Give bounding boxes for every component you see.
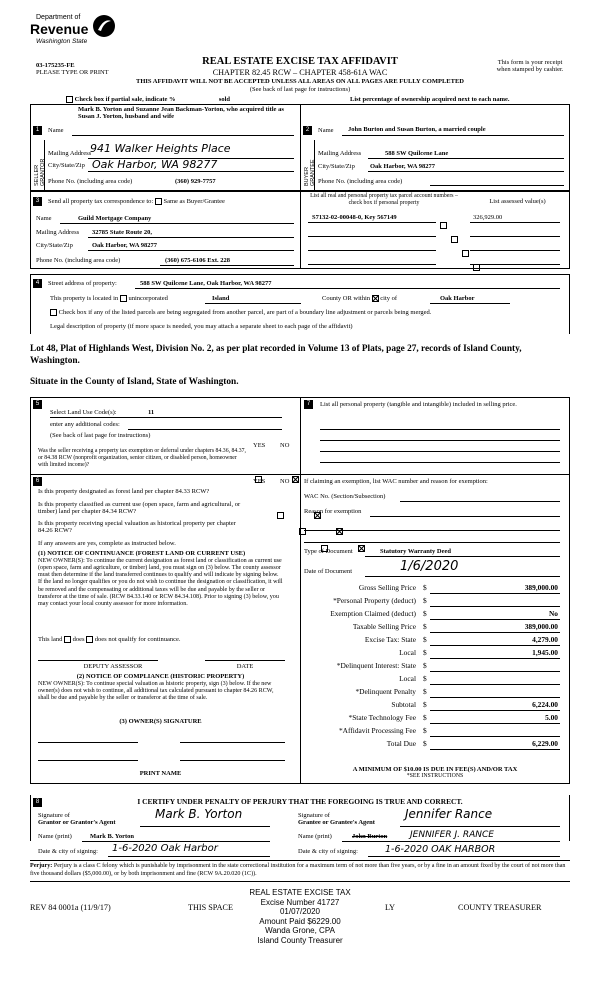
grantor-signature: Mark B. Yorton [155,807,243,821]
please-type: PLEASE TYPE OR PRINT [36,69,109,76]
tax-row-line [430,697,560,698]
land-use-code: 11 [148,409,155,416]
owner-signature-label: (3) OWNER(S) SIGNATURE [119,718,202,725]
doc-type-label: Type of Document [304,548,353,555]
located-label: This property is located in [50,295,119,302]
seller-name-label: Name [48,127,64,134]
exemption-question: Was the seller receiving a property tax exemption or deferral under chapters 84.36, 84.37, or 84.38 RCW (nonprofit organization, senior citizen, or disabled person, homeowner with limited income)? [38,448,246,468]
historic-no-checkbox[interactable] [358,545,365,552]
buyer-city: Oak Harbor, WA 98277 [370,163,436,170]
section-1-badge: 1 [33,126,42,135]
grantee-name-label: Name (print) [298,833,332,840]
tax-row-label: *Delinquent Penalty [355,687,416,696]
section-7-badge: 7 [304,400,313,409]
city-of-label: city of [380,295,398,302]
seller-mailing: 941 Walker Heights Place [90,142,231,155]
this-space-label: THIS SPACE [188,903,233,912]
tax-row-line [430,736,560,737]
legal-label: Legal description of property (if more space is needed, you may attach a separate sheet to each page of the affidavit) [50,323,353,330]
tax-row-value: 389,000.00 [524,583,558,592]
buyer-mailing: 588 SW Quilcene Lane [385,150,449,157]
city-value: Oak Harbor [440,295,475,302]
parcel-number: S7132-02-00048-0, Key 567149 [312,214,397,221]
form-chapter: CHAPTER 82.45 RCW – CHAPTER 458-61A WAC [212,68,388,77]
tax-row-label: Local [399,674,416,683]
tax-row-label: *Delinquent Interest: State [336,661,416,670]
tax-row-value: 5.00 [545,713,558,722]
logo-line1: Department of [36,14,81,21]
grantee-signature: Jennifer Rance [405,807,493,821]
grantor-name: Mark B. Yorton [90,833,134,840]
current-use-no-checkbox[interactable] [336,528,343,535]
does-qualify-checkbox[interactable] [64,636,71,643]
tax-row-line [430,749,560,750]
located-row [50,295,168,302]
grantor-sig-label-1: Signature of [38,812,70,819]
grantee-sig-label-1: Signature of [298,812,330,819]
s5-exemption-no-checkbox[interactable] [292,476,299,483]
does-label: does [72,636,85,643]
section-2-badge: 2 [303,126,312,135]
partial-sale-row [66,96,230,103]
s5-no-header: NO [280,442,290,449]
form-title: REAL ESTATE EXCISE TAX AFFIDAVIT [202,56,398,67]
logo-line3: Washington State [36,38,88,45]
additional-codes-label: enter any additional codes: [50,421,120,428]
section-3-badge: 3 [33,197,42,206]
current-use-question: Is this property classified as current use (open space, farm and agricultural, or timber) land per chapter 84.34 RCW? [38,501,241,516]
tax-row-label: Gross Selling Price [358,583,416,592]
tax-row-dollar: $ [423,635,427,644]
legal-situate: Situate in the County of Island, State of Washington. [30,377,239,387]
form-number: REV 84 0001a (11/9/17) [30,903,111,912]
tax-row-dollar: $ [423,648,427,657]
perjury-text: Perjury is a class C felony which is punishable by imprisonment in the state correctional institution for a maximum term of not more than five years, or by a fine in an amount fixed by the court of not more than five thousand dollars ($5,000.00), or by both imprisonment and fine (RCW 9A.20.020 (1C)). [30,863,566,877]
ly-label: LY [385,903,396,912]
send-correspondence-label: Send all property tax correspondence to: [48,198,154,205]
s3-phone-label: Phone No. (including area code) [36,257,121,264]
tax-row-line [430,606,560,607]
forest-question: Is this property designated as forest land per chapter 84.33 RCW? [38,488,210,495]
reason-label: Reason for exemption [304,508,362,515]
notice-1-body: NEW OWNER(S): To continue the current designation as forest land or classification as current use (open space, farm and agriculture, or timber) land, you must sign on (3) below. The county assessor must then determine if the land transferred continues to qualify and will indicate by signing below. If the land no longer qualifies or you do not wish to continue the designation or classification, it will be removed and the compensating or additional taxes will be due and payable by the seller or transferor at the time of sale. (RCW 84.33.140 or RCW 84.34.108). Prior to signing (3) below, you may contact your local county assessor for more information. [38,558,283,607]
same-as-buyer-label: Same as Buyer/Grantee [163,198,225,205]
doc-date-value: 1/6/2020 [400,559,459,574]
stamp-line-4: Amount Paid $6229.00 [259,916,341,926]
s3-phone: (360) 675-6106 Ext. 228 [165,257,230,264]
s3-name-label: Name [36,215,52,222]
logo-line2: Revenue [30,21,89,37]
partial-sale-checkbox[interactable] [66,96,73,103]
tax-row-label: Taxable Selling Price [352,622,416,631]
buyer-side-label: BUYER GRANTEE [304,159,316,186]
parcel-personal-checkbox-2[interactable] [451,236,458,243]
seller-city-label: City/State/Zip [48,162,85,169]
tax-row-line [430,658,560,659]
tax-row-dollar: $ [423,700,427,709]
tax-row-value: 4,279.00 [532,635,558,644]
deputy-assessor-label: DEPUTY ASSESSOR [83,663,143,670]
tax-row-value: No [548,609,558,618]
deputy-date-label: DATE [236,663,254,670]
tax-row-dollar: $ [423,622,427,631]
grantee-name-handwritten: JENNIFER J. RANCE [410,830,494,840]
partial-sale-label: Check box if partial sale, indicate % [74,96,176,103]
parcel-personal-checkbox-1[interactable] [440,222,447,229]
legal-description: Lot 48, Plat of Highlands West, Division No. 2, as per plat recorded in Volume 13 of Plats, page 27, records of Island County, Washington. [30,344,522,367]
does-not-label: does not qualify for continuance. [94,636,181,643]
tax-row-line [430,645,560,646]
seller-name: Mark B. Yorton and Suzanne Jean Backman-Yorton, who acquired title as Susan J. Yorton, husband and wife [78,106,284,121]
section-4-badge: 4 [33,279,42,288]
tax-row-dollar: $ [423,661,427,670]
tax-row-label: Local [399,648,416,657]
city-of-checkbox[interactable] [372,295,379,302]
buyer-mailing-label: Mailing Address [318,150,362,157]
county-or-label: County OR within [322,295,371,302]
tax-row-value: 1,945.00 [532,648,558,657]
forest-yes-checkbox[interactable] [277,512,284,519]
grantor-date-city: 1-6-2020 Oak Harbor [112,843,218,854]
this-land-label: This land [38,636,63,643]
perjury-label: Perjury: [30,863,53,869]
buyer-name-label: Name [318,127,334,134]
section-8-badge: 8 [33,798,42,807]
s3-city-label: City/State/Zip [36,242,73,249]
street-address: 588 SW Quilcene Lane, Oak Harbor, WA 98277 [140,280,272,287]
land-use-see-back: (See back of last page for instructions) [50,432,151,439]
tax-row-line [430,723,560,724]
grantee-sig-label-2: Grantee or Grantee's Agent [298,819,375,826]
dor-logo [30,14,120,54]
grantor-name-label: Name (print) [38,833,72,840]
minimum-due-note: A MINIMUM OF $10.00 IS DUE IN FEE(S) AND/OR TAX [352,766,518,773]
tax-row-dollar: $ [423,726,427,735]
notice-2-body: NEW OWNER(S): To continue special valuation as historic property, sign (3) below. If the new owner(s) does not wish to continue, all additional tax calculated pursuant to chapter 84.26 RCW, shall be due and payable by the seller or transferor at the time of sale. [38,681,274,702]
tax-row-label: Excise Tax: State [364,635,416,644]
segregated-label: Check box if any of the listed parcels are being segregated from another parcel, are part of a boundary line adjustment or parcels being merged. [58,309,432,316]
buyer-city-label: City/State/Zip [318,163,355,170]
grantee-name-struck: John Burton [352,833,388,840]
tax-row-dollar: $ [423,687,427,696]
tax-row-label: *Affidavit Processing Fee [338,726,416,735]
stamp-line-3: 01/07/2020 [279,907,321,917]
grantee-date-label: Date & city of signing: [298,848,358,855]
list-percentage-note: List percentage of ownership acquired next to each name. [350,96,510,103]
stamp-line-1: REAL ESTATE EXCISE TAX [249,888,351,897]
s6-no-header: NO [280,478,290,485]
s6-yes-header: YES [253,478,266,485]
doc-number: 03-175235-FE [36,62,75,69]
tax-row-value: 6,224.00 [532,700,558,709]
certify-statement: I CERTIFY UNDER PENALTY OF PERJURY THAT THE FOREGOING IS TRUE AND CORRECT. [137,797,463,806]
form-see-back: (See back of last page for instructions) [249,86,351,93]
county-value: Island [212,295,230,302]
seller-city: Oak Harbor, WA 98277 [92,158,218,171]
seller-phone: (360) 929-7757 [175,178,216,185]
tax-row-label: Exemption Claimed (deduct) [330,609,416,618]
street-label: Street address of property: [48,280,117,287]
send-correspondence [48,198,225,205]
s3-name: Guild Mortgage Company [78,215,152,222]
partial-sale-sold: sold [218,96,231,103]
s3-mailing: 32785 State Route 20, [92,229,152,236]
tax-row-dollar: $ [423,609,427,618]
personal-property-label: List all personal property (tangible and intangible) included in selling price. [320,401,517,408]
s3-city: Oak Harbor, WA 98277 [92,242,158,249]
assessed-header: List assessed value(s) [489,198,546,205]
seller-phone-label: Phone No. (including area code) [48,178,133,185]
same-as-buyer-checkbox[interactable] [155,198,162,205]
stamp-line-2: Excise Number 41727 [260,897,340,907]
land-use-label: Select Land Use Code(s): [50,409,117,416]
this-land-row [38,636,181,643]
tax-row-value: 389,000.00 [524,622,558,631]
doc-date-label: Date of Document [304,568,353,575]
doc-type-value: Statutory Warranty Deed [380,548,452,555]
tax-row-line [430,671,560,672]
does-not-qualify-checkbox[interactable] [86,636,93,643]
tax-row-dollar: $ [423,739,427,748]
tax-row-dollar: $ [423,674,427,683]
receipt-note-2: when stamped by cashier. [496,66,564,73]
perjury-notice [30,863,570,879]
unincorporated-checkbox[interactable] [120,295,127,302]
tax-row-dollar: $ [423,713,427,722]
treasurer-stamp [220,888,380,946]
assessed-value: 326,929.00 [473,214,503,221]
segregated-row [50,309,431,316]
exemption-claim-label: If claiming an exemption, list WAC number and reason for exemption: [304,478,488,485]
tax-row-dollar: $ [423,596,427,605]
logo-swoosh-icon [92,14,116,38]
tax-row-value: 6,229.00 [532,739,558,748]
parcel-header: List all real and personal property tax parcel account numbers – check box if personal property [310,193,458,206]
stamp-line-5: Wanda Grone, CPA [265,926,335,936]
grantor-date-label: Date & city of signing: [38,848,98,855]
section-6-badge: 6 [33,477,42,486]
unincorporated-label: unincorporated [128,295,168,302]
tax-row-line [430,710,560,711]
receipt-note-1: This form is your receipt [497,59,563,66]
segregated-checkbox[interactable] [50,309,57,316]
notice-2-title: (2) NOTICE OF COMPLIANCE (HISTORIC PROPERTY) [76,673,245,680]
notice-1-title: (1) NOTICE OF CONTINUANCE (FOREST LAND OR CURRENT USE) [38,550,246,557]
tax-row-line [430,593,560,594]
historic-question: Is this property receiving special valuation as historical property per chapter 84.26 RCW? [38,520,236,535]
tax-row-label: *Personal Property (deduct) [333,596,416,605]
tax-row-line [430,619,560,620]
s5-yes-header: YES [253,442,266,449]
section-5-badge: 5 [33,400,42,409]
current-use-yes-checkbox[interactable] [299,528,306,535]
tax-row-label: Total Due [386,739,416,748]
seller-side-label: SELLER GRANTOR [34,158,46,186]
buyer-name: John Burton and Susan Burton, a married couple [348,126,486,133]
tax-row-label: Subtotal [391,700,416,709]
s3-mailing-label: Mailing Address [36,229,80,236]
county-treasurer-label: COUNTY TREASURER [458,903,542,912]
wac-label: WAC No. (Section/Subsection) [304,493,386,500]
county-or-row [322,295,397,302]
tax-row-line [430,684,560,685]
print-name-label: PRINT NAME [139,770,182,777]
if-yes-note: If any answers are yes, complete as instructed below. [38,540,176,547]
parcel-personal-checkbox-3[interactable] [462,250,469,257]
stamp-line-6: Island County Treasurer [257,935,343,945]
grantor-sig-label-2: Grantor or Grantor's Agent [38,819,116,826]
tax-row-dollar: $ [423,583,427,592]
grantee-date-city: 1-6-2020 OAK HARBOR [385,844,496,855]
see-instructions-note: *SEE INSTRUCTIONS [406,773,464,779]
form-warning: THIS AFFIDAVIT WILL NOT BE ACCEPTED UNLESS ALL AREAS ON ALL PAGES ARE FULLY COMPLETED [136,78,464,85]
tax-row-line [430,632,560,633]
seller-mailing-label: Mailing Address [48,150,92,157]
tax-row-label: *State Technology Fee [348,713,416,722]
buyer-phone-label: Phone No. (including area code) [318,178,403,185]
